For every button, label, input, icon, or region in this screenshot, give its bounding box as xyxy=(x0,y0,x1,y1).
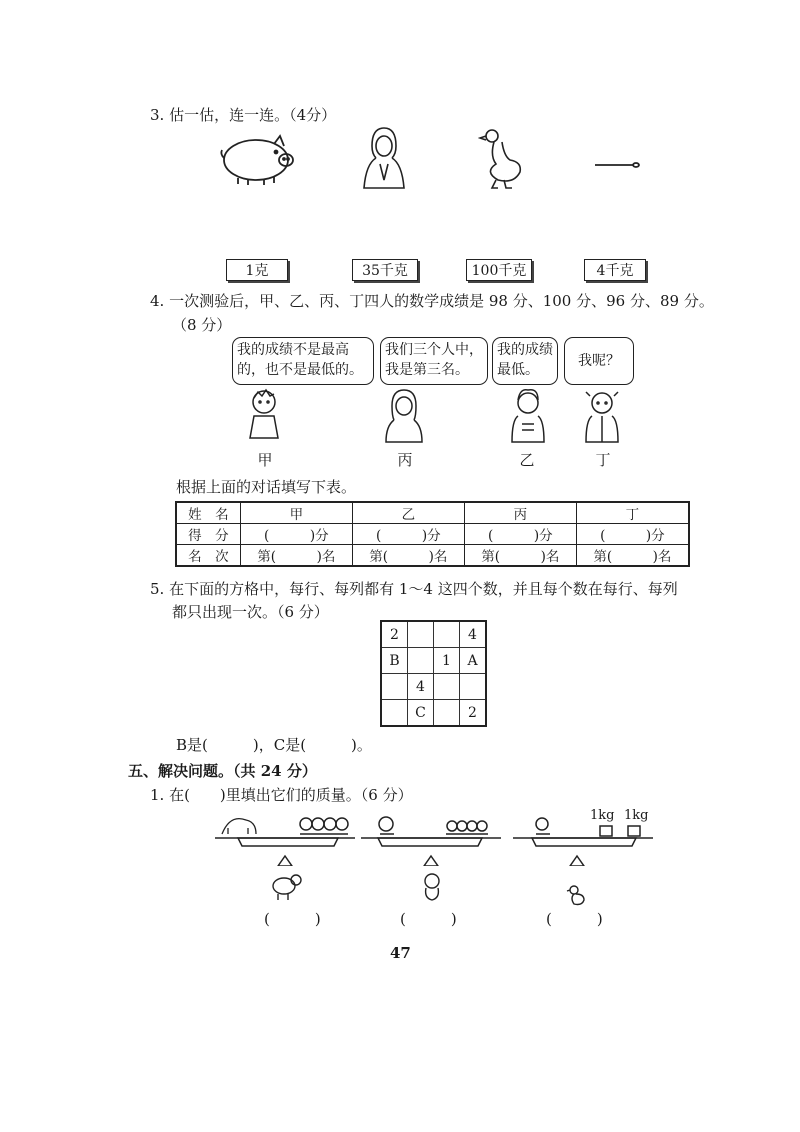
name-ding: 丁 xyxy=(595,451,611,469)
grid-cell[interactable] xyxy=(408,648,434,674)
goose-icon xyxy=(478,126,524,190)
duck-icon xyxy=(566,884,586,906)
pig-icon xyxy=(218,132,298,187)
girl-bing-icon xyxy=(382,388,426,446)
q3-title: 3. 估一估，连一连。（4分） xyxy=(150,106,337,124)
section5-q1-title: 1. 在( )里填出它们的质量。（6 分） xyxy=(150,786,413,804)
grid-cell[interactable] xyxy=(434,700,460,727)
option-4kg[interactable]: 4千克 xyxy=(584,259,646,281)
score-cell-bing[interactable]: ( )分 xyxy=(464,524,576,545)
option-35kg[interactable]: 35千克 xyxy=(352,259,418,281)
needle-icon xyxy=(594,160,640,170)
option-100kg[interactable]: 100千克 xyxy=(466,259,532,281)
page-number: 47 xyxy=(390,944,411,962)
score-table xyxy=(175,501,690,567)
row-header-name: 姓 名 xyxy=(176,502,240,524)
column-ding: 丁 xyxy=(576,502,689,524)
answer-blank-2[interactable]: ( ) xyxy=(400,910,457,928)
score-cell-yi[interactable]: ( )分 xyxy=(352,524,464,545)
q5-answer[interactable]: B是( )，C是( )。 xyxy=(176,736,372,754)
rank-cell-yi[interactable]: 第( )名 xyxy=(352,545,464,567)
grid-cell[interactable] xyxy=(460,674,487,700)
table-row xyxy=(381,700,486,727)
girl-yi-icon xyxy=(508,388,548,446)
speech-bubble-jia: 我的成绩不是最高的，也不是最低的。 xyxy=(232,337,374,385)
grid-cell[interactable] xyxy=(381,700,408,727)
q4-points: （8 分） xyxy=(172,316,232,334)
option-1g[interactable]: 1克 xyxy=(226,259,288,281)
balance-scale-2 xyxy=(356,806,506,866)
row-header-score: 得 分 xyxy=(176,524,240,545)
rank-cell-ding[interactable]: 第( )名 xyxy=(576,545,689,567)
girl-ding-icon xyxy=(582,388,622,446)
grid-cell[interactable] xyxy=(408,621,434,648)
score-cell-ding[interactable]: ( )分 xyxy=(576,524,689,545)
table-row xyxy=(381,621,486,648)
grid-cell: 2 xyxy=(460,700,487,727)
grid-cell: 4 xyxy=(408,674,434,700)
q4-title: 4. 一次测验后，甲、乙、丙、丁四人的数学成绩是 98 分、100 分、96 分、89 分。 xyxy=(150,292,714,310)
speech-bubble-yi: 我的成绩最低。 xyxy=(492,337,558,385)
sudoku-grid xyxy=(380,620,487,727)
rank-cell-bing[interactable]: 第( )名 xyxy=(464,545,576,567)
table-row xyxy=(176,502,689,524)
section-title: 五、解决问题。（共 24 分） xyxy=(128,762,317,780)
weight-label-1: 1kg xyxy=(590,808,615,823)
answer-blank-3[interactable]: ( ) xyxy=(546,910,603,928)
boy-jia-icon xyxy=(246,388,282,446)
rank-cell-jia[interactable]: 第( )名 xyxy=(240,545,352,567)
weight-label-2: 1kg xyxy=(624,808,649,823)
grid-cell[interactable] xyxy=(434,621,460,648)
table-row xyxy=(381,674,486,700)
woman-icon xyxy=(358,124,408,192)
speech-bubble-ding: 我呢？ xyxy=(564,337,634,385)
grid-cell: 1 xyxy=(434,648,460,674)
answer-blank-1[interactable]: ( ) xyxy=(264,910,321,928)
grid-cell: 2 xyxy=(381,621,408,648)
table-row xyxy=(381,648,486,674)
grid-cell: A xyxy=(460,648,487,674)
table-row xyxy=(176,524,689,545)
column-bing: 丙 xyxy=(464,502,576,524)
q5-title-line2: 都只出现一次。（6 分） xyxy=(172,603,329,621)
score-cell-jia[interactable]: ( )分 xyxy=(240,524,352,545)
name-jia: 甲 xyxy=(257,451,273,469)
speech-bubble-bing: 我们三个人中，我是第三名。 xyxy=(380,337,488,385)
name-bing: 丙 xyxy=(397,451,413,469)
grid-cell: B xyxy=(381,648,408,674)
q4-instruction: 根据上面的对话填写下表。 xyxy=(176,478,357,496)
q5-title: 5. 在下面的方格中，每行、每列都有 1～4 这四个数，并且每个数在每行、每列 xyxy=(150,580,678,598)
grid-cell[interactable] xyxy=(381,674,408,700)
row-header-rank: 名 次 xyxy=(176,545,240,567)
grid-cell: 4 xyxy=(460,621,487,648)
column-yi: 乙 xyxy=(352,502,464,524)
column-jia: 甲 xyxy=(240,502,352,524)
grid-cell: C xyxy=(408,700,434,727)
grid-cell[interactable] xyxy=(434,674,460,700)
puppy-icon xyxy=(420,872,444,902)
name-yi: 乙 xyxy=(519,451,535,469)
balance-scale-1 xyxy=(210,806,360,866)
lamb-icon xyxy=(268,870,304,902)
table-row xyxy=(176,545,689,567)
